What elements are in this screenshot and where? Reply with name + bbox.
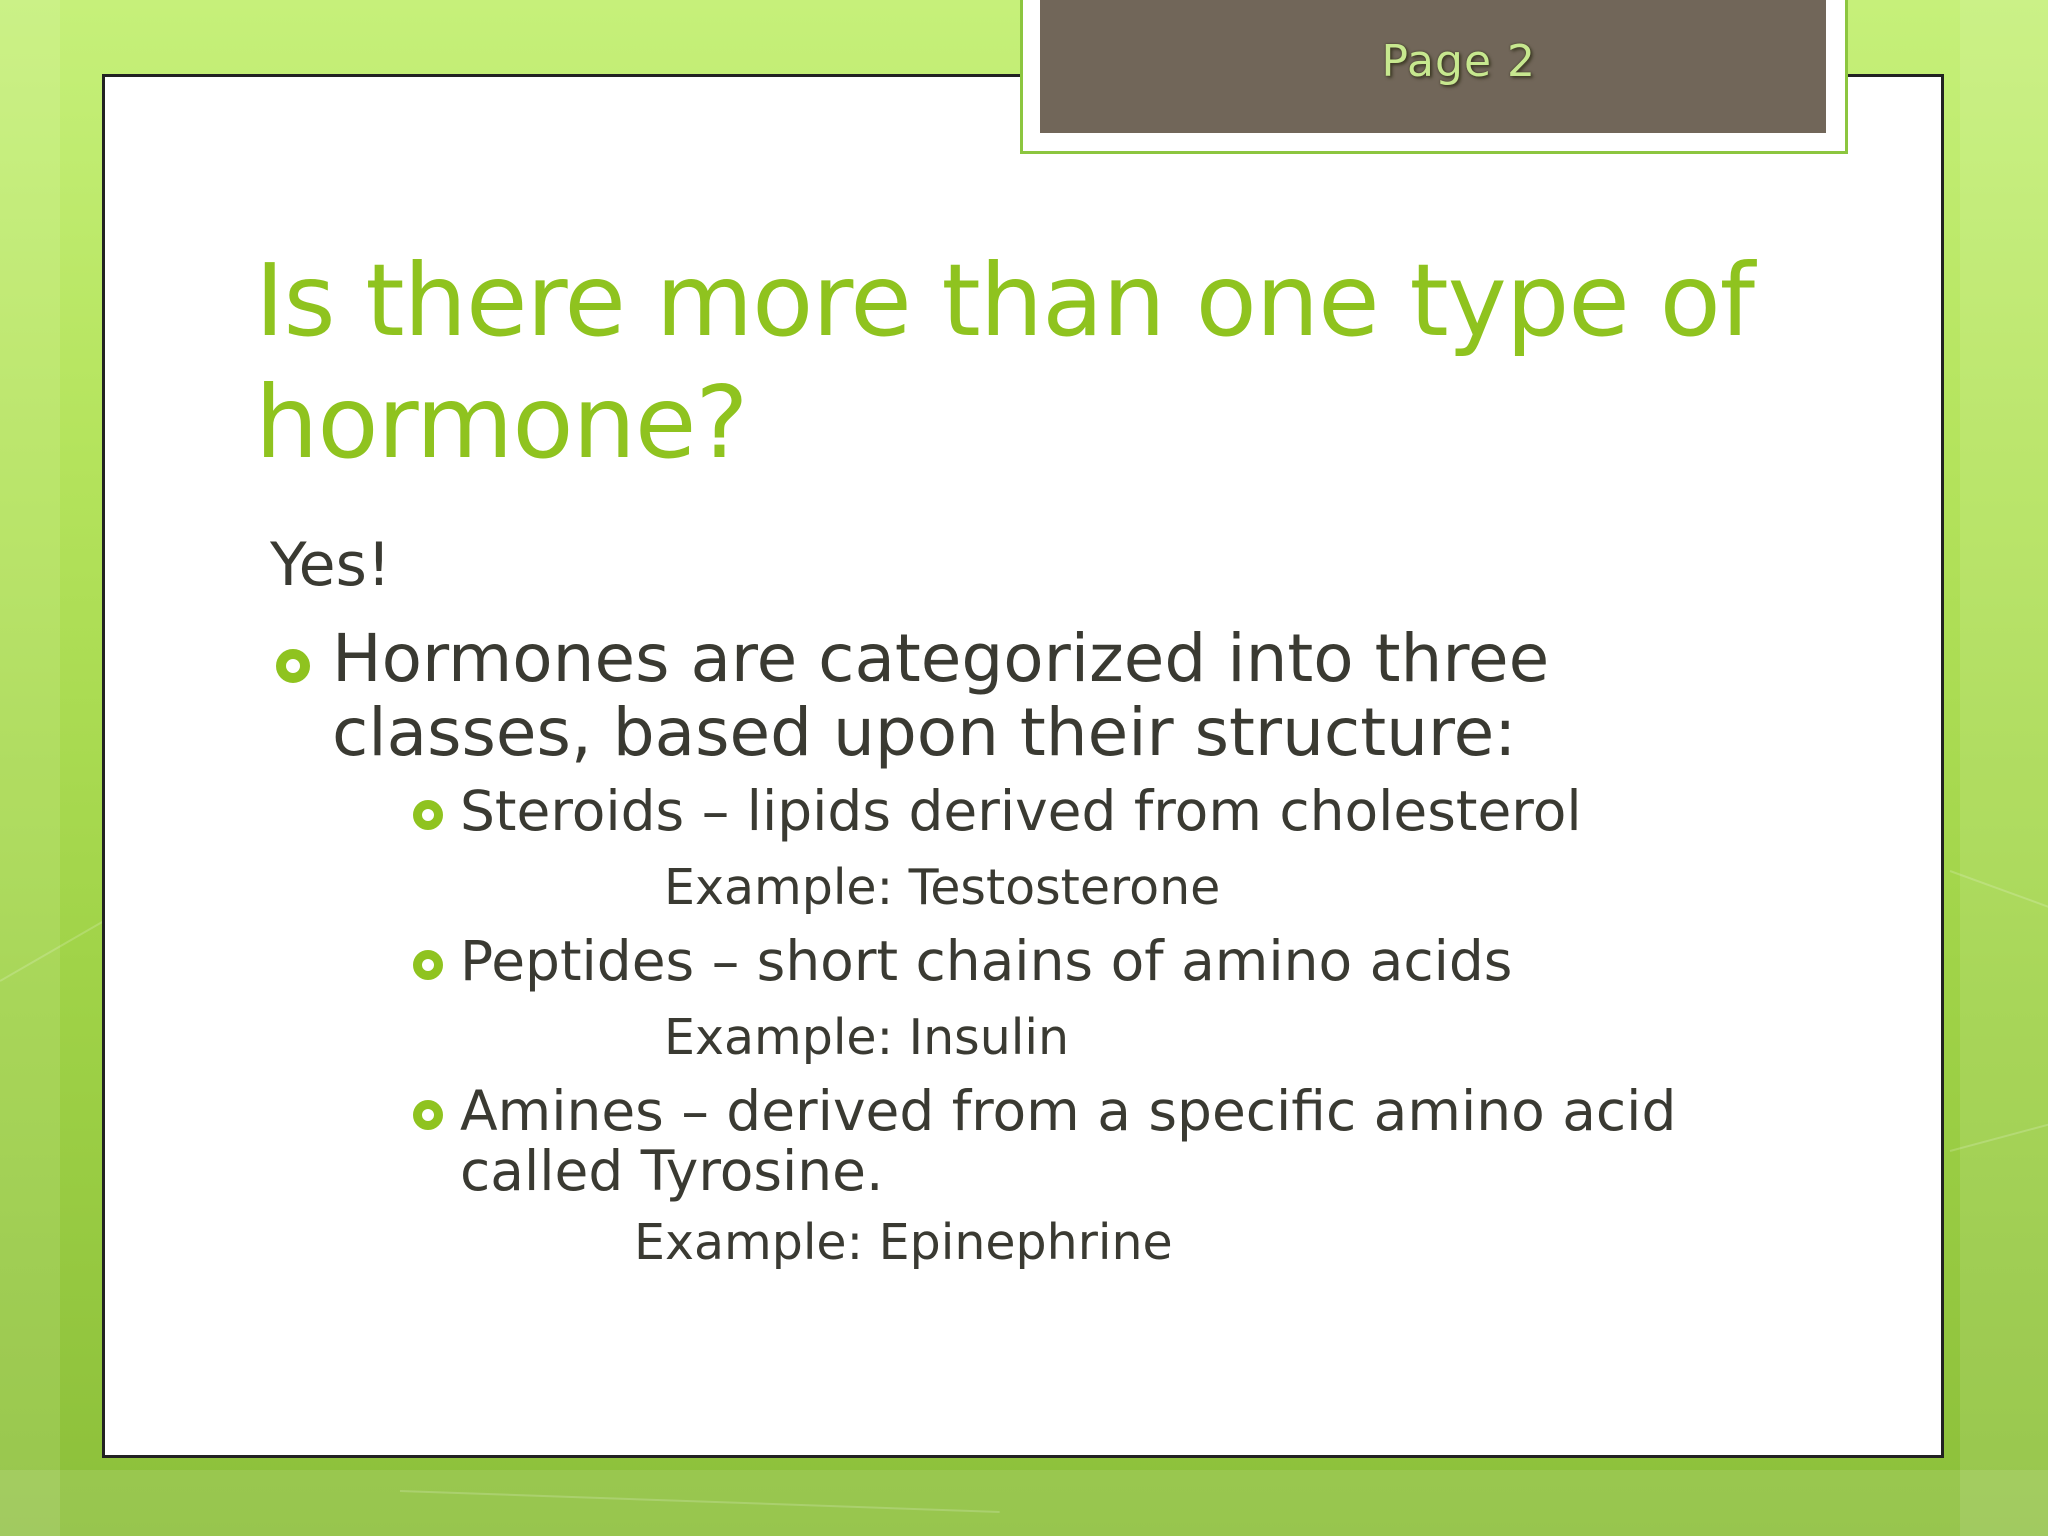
sub-bullet-peptides: Peptides – short chains of amino acids [460,929,1513,993]
example-peptides: Example: Insulin [664,1009,1070,1066]
sub-bullet-amines: Amines – derived from a specific amino acid called Tyrosine. [460,1079,1677,1203]
background-stripe [0,0,60,1536]
ring-bullet-icon [413,1100,443,1130]
example-amines: Example: Epinephrine [634,1214,1173,1271]
background-stripe [0,1470,2048,1536]
ring-bullet-icon [276,649,310,683]
ring-bullet-icon [413,950,443,980]
intro-text: Yes! [270,530,391,600]
sub-bullet-steroids: Steroids – lipids derived from cholesterol [460,779,1582,843]
page-label: Page 2 [1381,36,1536,87]
slide-title: Is there more than one type of hormone? [255,242,1755,481]
background-stripe [1960,0,2048,1536]
ring-bullet-icon [413,800,443,830]
main-bullet-text: Hormones are categorized into three classes, based upon their structure: [332,620,1550,771]
page-tab [1040,0,1826,133]
example-steroids: Example: Testosterone [664,859,1221,916]
